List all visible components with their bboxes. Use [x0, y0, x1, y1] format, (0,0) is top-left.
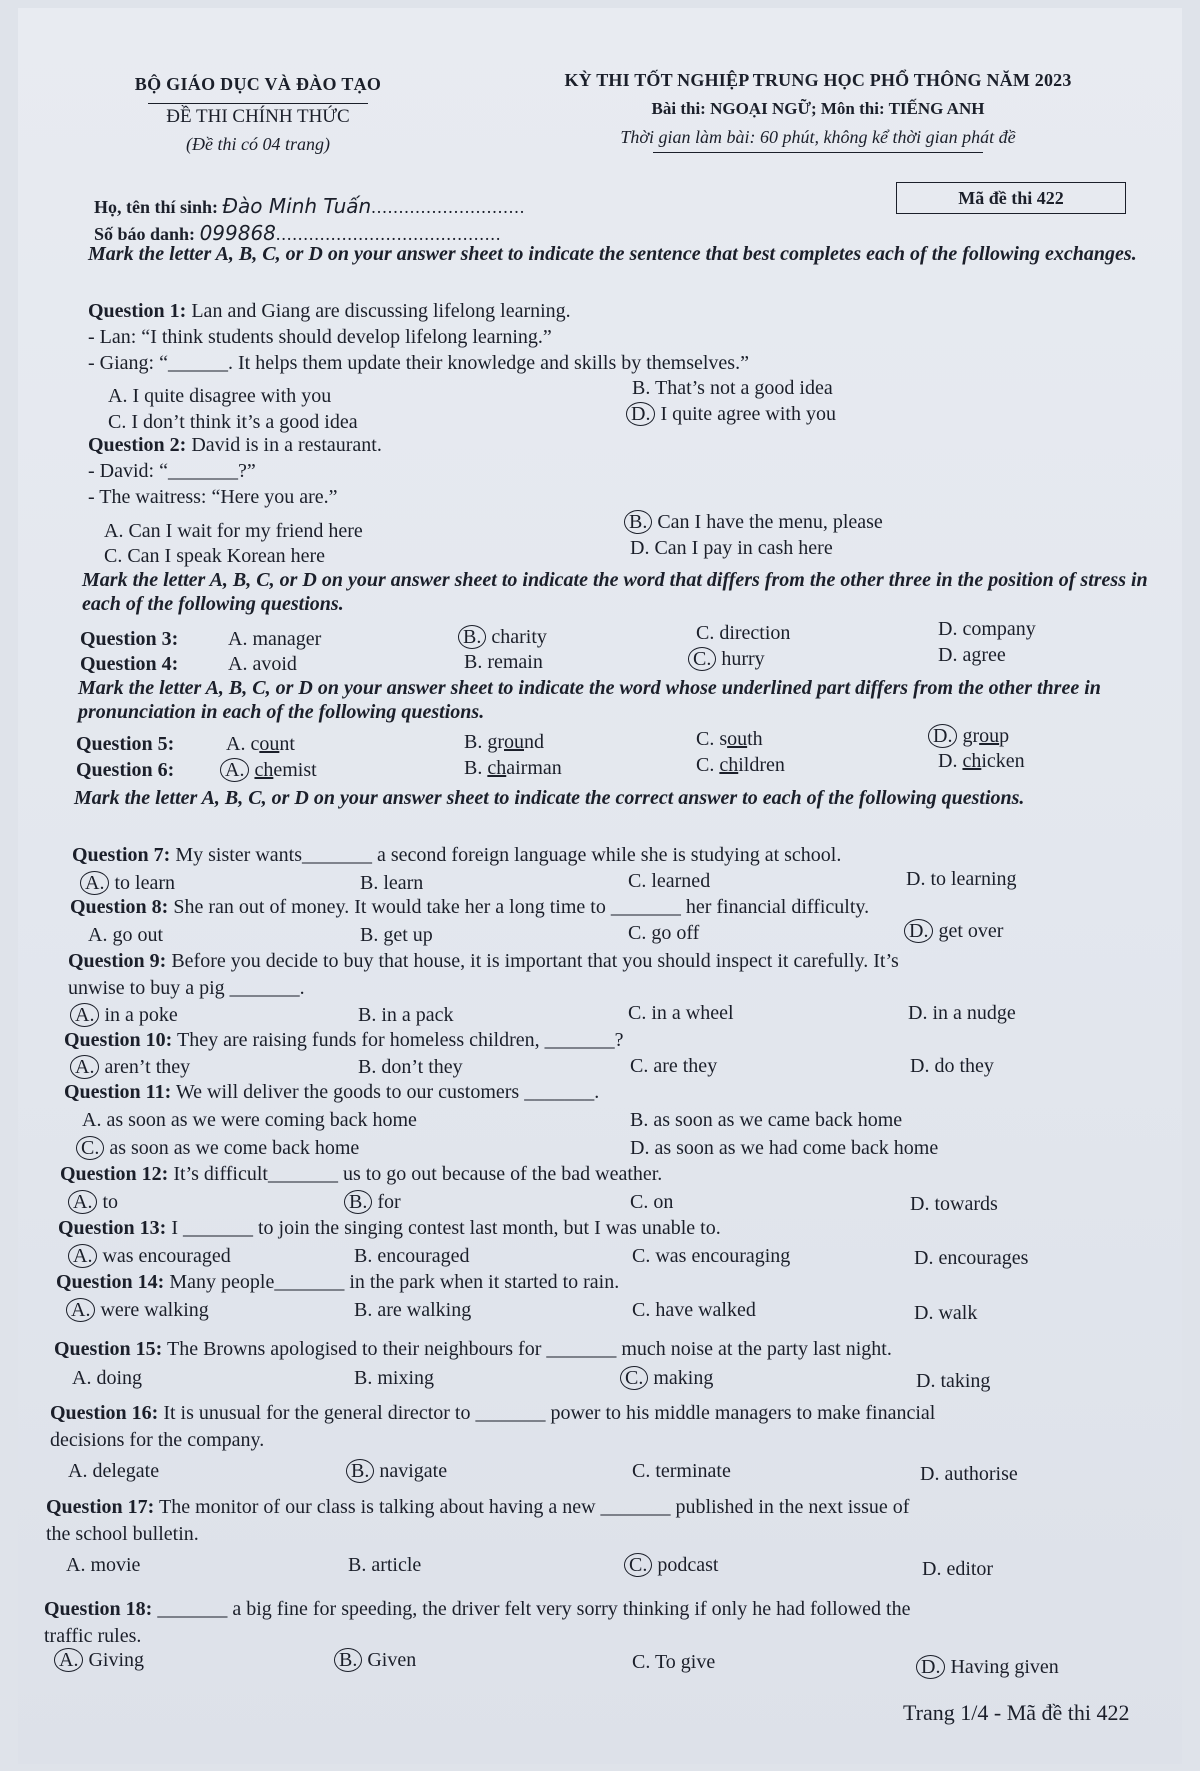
- q10-label: Question 10:: [64, 1029, 173, 1051]
- q13-text: I _______ to join the singing contest last month, but I was unable to.: [166, 1217, 721, 1239]
- q1-text: Lan and Giang are discussing lifelong learning.: [186, 300, 571, 322]
- q7-option-d[interactable]: D. to learning: [906, 868, 1017, 890]
- q17-label: Question 17:: [46, 1496, 155, 1518]
- q18-label: Question 18:: [44, 1598, 153, 1620]
- q7-stem: [72, 844, 841, 867]
- q6-a-post: emist: [273, 759, 317, 781]
- q12-stem: [60, 1163, 662, 1186]
- q14-option-c[interactable]: C. have walked: [632, 1299, 756, 1321]
- q18-option-b[interactable]: [340, 1649, 416, 1672]
- q7-option-a[interactable]: [86, 872, 175, 895]
- q17-text: The monitor of our class is talking about having a new _______ published in the next issue of: [154, 1496, 910, 1518]
- q7-option-b[interactable]: B. learn: [360, 872, 424, 894]
- q5-a-pre: A. c: [226, 733, 260, 755]
- q8-label: Question 8:: [70, 896, 169, 918]
- q3-option-d[interactable]: D. company: [938, 618, 1036, 640]
- q12-label: Question 12:: [60, 1163, 169, 1185]
- q16-option-c[interactable]: C. terminate: [632, 1460, 731, 1482]
- q6-d-post: icken: [981, 750, 1025, 772]
- q5-b-pre: B. gr: [464, 731, 504, 753]
- q5-b-post: nd: [524, 731, 544, 753]
- q11-option-b[interactable]: B. as soon as we came back home: [630, 1109, 903, 1131]
- q18-stem: [44, 1598, 911, 1621]
- q14-text: Many people_______ in the park when it started to rain.: [164, 1271, 620, 1293]
- selected-answer-mark: A.: [220, 758, 249, 782]
- q5-option-b[interactable]: [464, 731, 544, 754]
- q14-label: Question 14:: [56, 1271, 165, 1293]
- q4-option-b[interactable]: B. remain: [464, 651, 543, 673]
- q7-text: My sister wants_______ a second foreign language while she is studying at school.: [170, 844, 842, 866]
- header-right: [488, 70, 1148, 153]
- q1-option-d[interactable]: [632, 403, 836, 426]
- selected-answer-mark: D.: [904, 919, 933, 943]
- q12-text: It’s difficult_______ us to go out because of the bad weather.: [168, 1163, 663, 1185]
- q4-option-a[interactable]: A. avoid: [228, 653, 297, 675]
- q16-option-d[interactable]: D. authorise: [920, 1463, 1018, 1485]
- q1-stem: [88, 300, 571, 323]
- q9-option-d[interactable]: D. in a nudge: [908, 1002, 1016, 1024]
- q6-b-post: airman: [506, 757, 562, 779]
- q5-d-pre: gr: [962, 725, 980, 747]
- q15-option-d[interactable]: D. taking: [916, 1370, 991, 1392]
- q3-option-b[interactable]: [464, 626, 547, 649]
- q5-b-underlined: ou: [504, 731, 524, 753]
- q2-line2: - David: “_______?”: [88, 460, 256, 482]
- q5-label-text: Question 5:: [76, 733, 175, 755]
- q12-option-b-text: for: [377, 1191, 401, 1213]
- q13-stem: [58, 1217, 721, 1240]
- q6-d-pre: D.: [938, 750, 963, 772]
- q11-option-d[interactable]: D. as soon as we had come back home: [630, 1137, 939, 1159]
- q5-a-post: nt: [279, 733, 295, 755]
- q10-option-d[interactable]: D. do they: [910, 1055, 994, 1077]
- q3-option-b-text: charity: [491, 626, 547, 648]
- q5-option-d[interactable]: [934, 725, 1009, 748]
- q15-option-a[interactable]: A. doing: [72, 1367, 142, 1389]
- selected-answer-mark: C.: [688, 647, 716, 671]
- q11-option-a[interactable]: A. as soon as we were coming back home: [82, 1109, 417, 1131]
- q17-option-c-text: podcast: [657, 1554, 719, 1576]
- q5-option-a[interactable]: [226, 733, 295, 756]
- page-footer: Trang 1/4 - Mã đề thi 422: [903, 1700, 1130, 1725]
- q13-label: Question 13:: [58, 1217, 167, 1239]
- q10-option-c[interactable]: C. are they: [630, 1055, 718, 1077]
- q6-option-d[interactable]: [938, 750, 1025, 773]
- selected-answer-mark: B.: [346, 1459, 374, 1483]
- q1-option-a[interactable]: A. I quite disagree with you: [108, 385, 332, 407]
- q14-option-d[interactable]: D. walk: [914, 1302, 978, 1324]
- q13-option-a-text: was encouraged: [102, 1245, 231, 1267]
- q9-stem: [68, 950, 899, 973]
- exam-code-box: Mã đề thi 422: [896, 182, 1126, 214]
- q10-option-a-text: aren’t they: [104, 1056, 191, 1078]
- exam-title: KỲ THI TỐT NGHIỆP TRUNG HỌC PHỔ THÔNG NĂM 2023: [564, 70, 1072, 90]
- q9-text: Before you decide to buy that house, it is important that you should inspect it carefully. It’s: [166, 950, 899, 972]
- instruction-correct-answer: Mark the letter A, B, C, or D on your answer sheet to indicate the correct answer to each of the following questions.: [74, 787, 1025, 809]
- q14-option-a[interactable]: [72, 1299, 209, 1322]
- selected-answer-mark: A.: [68, 1244, 97, 1268]
- q15-stem: [54, 1338, 892, 1361]
- candidate-name-row: Họ, tên thí sinh: Đào Minh Tuấn............................: [94, 194, 526, 218]
- q11-label: Question 11:: [64, 1081, 172, 1103]
- selected-answer-mark: B.: [458, 625, 486, 649]
- selected-answer-mark: D.: [916, 1655, 945, 1679]
- q10-text: They are raising funds for homeless children, _______?: [172, 1029, 624, 1051]
- q5-a-underlined: ou: [259, 733, 280, 755]
- header-rule: [653, 152, 983, 153]
- q2-label: Question 2:: [88, 434, 187, 456]
- q6-c-underlined: ch: [719, 754, 739, 776]
- q6-c-post: ildren: [738, 754, 785, 776]
- q14-option-a-text: were walking: [100, 1299, 209, 1321]
- q6-b-pre: B.: [464, 757, 488, 779]
- q18-option-b-text: Given: [367, 1649, 417, 1671]
- q6-option-b[interactable]: [464, 757, 562, 780]
- q18-option-a[interactable]: [60, 1649, 144, 1672]
- q13-option-d[interactable]: D. encourages: [914, 1247, 1029, 1269]
- q1-option-b[interactable]: B. That’s not a good idea: [632, 377, 833, 399]
- q3-option-a[interactable]: A. manager: [228, 628, 322, 650]
- q3-label-text: Question 3:: [80, 628, 179, 650]
- q11-text: We will deliver the goods to our customers _______.: [171, 1081, 600, 1103]
- q8-option-c[interactable]: C. go off: [628, 922, 700, 944]
- q1-option-d-text: I quite agree with you: [660, 403, 836, 425]
- selected-answer-mark: B.: [334, 1648, 362, 1672]
- q17-option-c[interactable]: [630, 1554, 718, 1577]
- q17-stem: [46, 1496, 909, 1519]
- candidate-id-value: 099868: [199, 221, 276, 245]
- q9-option-a[interactable]: [76, 1004, 178, 1027]
- q5-option-c[interactable]: [696, 728, 763, 751]
- q8-text: She ran out of money. It would take her a long time to _______ her financial difficulty.: [168, 896, 870, 918]
- q16-text: It is unusual for the general director to _______ power to his middle managers to make financial: [158, 1402, 936, 1424]
- q6-label: [76, 759, 174, 782]
- q9-option-b[interactable]: B. in a pack: [358, 1004, 454, 1026]
- exam-time: Thời gian làm bài: 60 phút, không kể thời gian phát đề: [620, 127, 1016, 147]
- q7-label: Question 7:: [72, 844, 171, 866]
- q15-option-b[interactable]: B. mixing: [354, 1367, 435, 1389]
- exam-subject: Bài thi: NGOẠI NGỮ; Môn thi: TIẾNG ANH: [651, 99, 985, 118]
- q6-label-text: Question 6:: [76, 759, 175, 781]
- q11-option-c[interactable]: [82, 1137, 359, 1160]
- q6-c-pre: C.: [696, 754, 720, 776]
- selected-answer-mark: A.: [66, 1298, 95, 1322]
- q9-option-a-text: in a poke: [104, 1004, 178, 1026]
- selected-answer-mark: C.: [620, 1366, 648, 1390]
- q7-option-c[interactable]: C. learned: [628, 870, 711, 892]
- q2-option-b[interactable]: [630, 511, 883, 534]
- q6-a-underlined: ch: [254, 759, 274, 781]
- q18-option-d-text: Having given: [950, 1656, 1059, 1678]
- q15-option-c-text: making: [653, 1367, 714, 1389]
- q15-label: Question 15:: [54, 1338, 163, 1360]
- q12-option-a[interactable]: [74, 1191, 118, 1214]
- q6-option-c[interactable]: [696, 754, 785, 777]
- q13-option-b[interactable]: B. encouraged: [354, 1245, 470, 1267]
- q1-line2: - Lan: “I think students should develop lifelong learning.”: [88, 326, 552, 348]
- q5-d-post: p: [999, 725, 1010, 747]
- q13-option-a[interactable]: [74, 1245, 231, 1268]
- q10-option-a[interactable]: [76, 1056, 190, 1079]
- candidate-id-label: Số báo danh:: [94, 224, 196, 244]
- q2-option-a[interactable]: A. Can I wait for my friend here: [104, 520, 363, 542]
- q10-option-b[interactable]: B. don’t they: [358, 1056, 463, 1078]
- q5-c-post: th: [747, 728, 763, 750]
- selected-answer-mark: C.: [624, 1553, 652, 1577]
- q16-stem: [50, 1402, 935, 1425]
- q8-option-b[interactable]: B. get up: [360, 924, 433, 946]
- q17-option-b[interactable]: B. article: [348, 1554, 422, 1576]
- q11-option-c-text: as soon as we come back home: [109, 1137, 360, 1159]
- selected-answer-mark: A.: [70, 1055, 99, 1079]
- instruction-pronunciation: Mark the letter A, B, C, or D on your answer sheet to indicate the word whose underlined part differs from the other three in pronunciation in each of the following questions.: [78, 677, 1101, 723]
- q2-option-c[interactable]: C. Can I speak Korean here: [104, 545, 326, 567]
- q8-option-a[interactable]: A. go out: [88, 924, 163, 946]
- q2-option-b-text: Can I have the menu, please: [657, 511, 883, 533]
- q14-option-b[interactable]: B. are walking: [354, 1299, 472, 1321]
- q14-stem: [56, 1271, 619, 1294]
- q4-label-text: Question 4:: [80, 653, 179, 675]
- q12-option-b[interactable]: [350, 1191, 401, 1214]
- page-count: (Đề thi có 04 trang): [186, 134, 330, 154]
- q16-label: Question 16:: [50, 1402, 159, 1424]
- q8-option-d-text: get over: [938, 920, 1004, 942]
- q12-option-d[interactable]: D. towards: [910, 1193, 998, 1215]
- q17-option-a[interactable]: A. movie: [66, 1554, 141, 1576]
- q3-label: [80, 628, 178, 651]
- q1-label: Question 1:: [88, 300, 187, 322]
- q4-option-c[interactable]: [694, 648, 765, 671]
- q5-c-underlined: ou: [727, 728, 748, 750]
- ministry-name: BỘ GIÁO DỤC VÀ ĐÀO TẠO: [134, 74, 382, 94]
- q2-text: David is in a restaurant.: [186, 434, 382, 456]
- selected-answer-mark: D.: [626, 402, 655, 426]
- q18-option-a-text: Giving: [88, 1649, 145, 1671]
- selected-answer-mark: C.: [76, 1136, 104, 1160]
- q6-d-underlined: ch: [962, 750, 982, 772]
- instruction-stress: Mark the letter A, B, C, or D on your answer sheet to indicate the word that differs from the other three in the position of stress in each of the following questions.: [82, 569, 1148, 615]
- q2-line3: - The waitress: “Here you are.”: [88, 486, 338, 508]
- q16-option-b-text: navigate: [379, 1460, 448, 1482]
- q10-stem: [64, 1029, 624, 1052]
- q5-d-underlined: ou: [979, 725, 1000, 747]
- q15-option-c[interactable]: [626, 1367, 713, 1390]
- instruction-exchanges: Mark the letter A, B, C, or D on your answer sheet to indicate the sentence that best completes each of the following exchanges.: [88, 243, 1137, 265]
- q18-text: _______ a big fine for speeding, the driver felt very sorry thinking if only he had followed the: [152, 1598, 911, 1620]
- q8-option-d[interactable]: [910, 920, 1003, 943]
- q17-option-d[interactable]: D. editor: [922, 1558, 994, 1580]
- selected-answer-mark: A.: [80, 871, 109, 895]
- q9-option-c[interactable]: C. in a wheel: [628, 1002, 734, 1024]
- candidate-name-label: Họ, tên thí sinh:: [94, 197, 219, 217]
- q16-option-a[interactable]: A. delegate: [68, 1460, 160, 1482]
- selected-answer-mark: B.: [624, 510, 652, 534]
- selected-answer-mark: A.: [70, 1003, 99, 1027]
- official-label: ĐỀ THI CHÍNH THỨC: [148, 103, 368, 128]
- selected-answer-mark: A.: [68, 1190, 97, 1214]
- selected-answer-mark: B.: [344, 1190, 372, 1214]
- q11-stem: [64, 1081, 599, 1104]
- q13-option-c[interactable]: C. was encouraging: [632, 1245, 791, 1267]
- candidate-id-row: Số báo danh: 099868.........................................: [94, 221, 502, 245]
- q2-stem: [88, 434, 382, 457]
- selected-answer-mark: A.: [54, 1648, 83, 1672]
- q7-option-a-text: to learn: [114, 872, 175, 894]
- q4-label: [80, 653, 178, 676]
- header-left: [108, 74, 408, 155]
- q9-label: Question 9:: [68, 950, 167, 972]
- q15-text: The Browns apologised to their neighbours for _______ much noise at the party last night.: [162, 1338, 892, 1360]
- q17-stem2: the school bulletin.: [46, 1523, 199, 1545]
- q12-option-a-text: to: [102, 1191, 119, 1213]
- q16-stem2: decisions for the company.: [50, 1429, 265, 1451]
- q6-option-a[interactable]: [226, 759, 317, 782]
- exam-page: [18, 8, 1182, 1764]
- q18-stem2: traffic rules.: [44, 1625, 142, 1647]
- q16-option-b[interactable]: [352, 1460, 447, 1483]
- q1-option-c[interactable]: C. I don’t think it’s a good idea: [108, 411, 358, 433]
- q4-option-d[interactable]: D. agree: [938, 644, 1006, 666]
- candidate-name-value: Đào Minh Tuấn: [222, 194, 372, 218]
- q1-line3: - Giang: “______. It helps them update their knowledge and skills by themselves.”: [88, 352, 749, 374]
- q6-b-underlined: ch: [487, 757, 507, 779]
- q4-option-c-text: hurry: [721, 648, 765, 670]
- q5-label: [76, 733, 174, 756]
- q18-option-d[interactable]: [922, 1656, 1059, 1679]
- q12-option-c[interactable]: C. on: [630, 1191, 674, 1213]
- q2-option-d[interactable]: D. Can I pay in cash here: [630, 537, 833, 559]
- selected-answer-mark: D.: [928, 724, 957, 748]
- q8-stem: [70, 896, 869, 919]
- q5-c-pre: C. s: [696, 728, 728, 750]
- q3-option-c[interactable]: C. direction: [696, 622, 791, 644]
- q18-option-c[interactable]: C. To give: [632, 1651, 716, 1673]
- q9-stem2: unwise to buy a pig _______.: [68, 977, 305, 999]
